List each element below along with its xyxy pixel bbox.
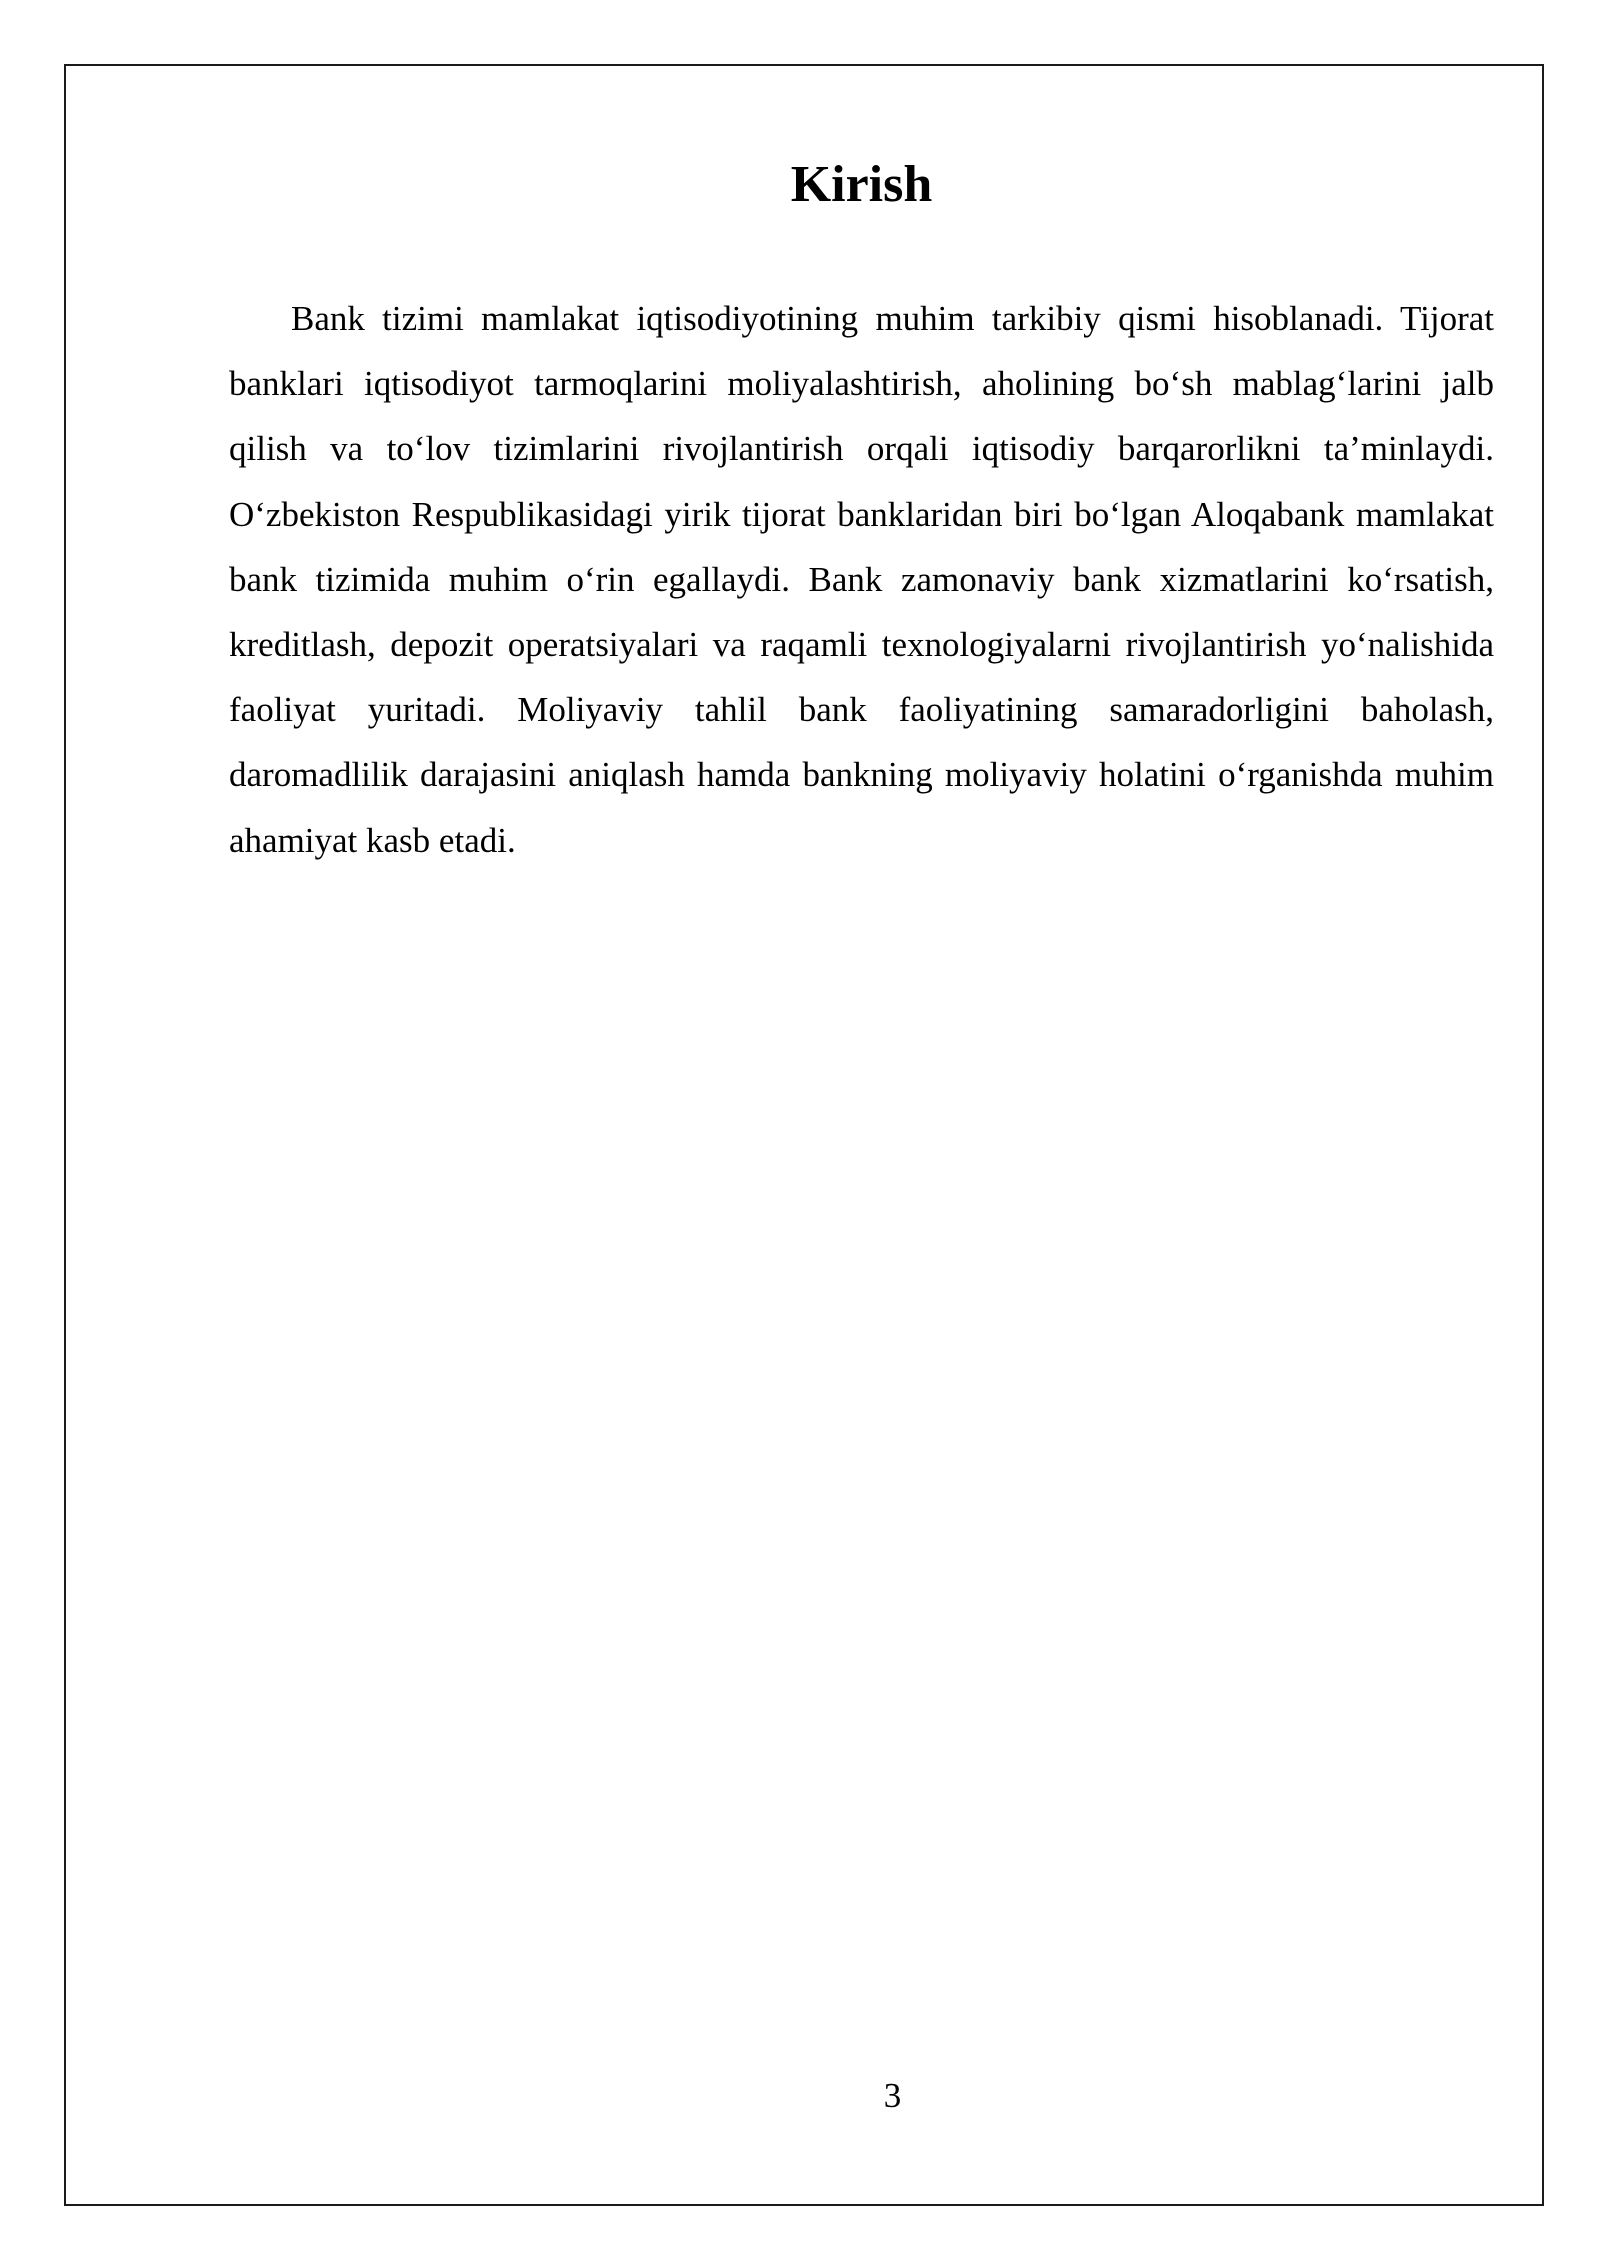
page-title: Kirish [790, 156, 933, 213]
page-number: 3 [883, 2076, 902, 2115]
body-paragraph: Bank tizimi mamlakat iqtisodiyotining muhim tarkibiy qismi hisoblanadi. Tijorat banklari iqtisodiyot tarmoqlarini moliyalashtirish, aholining bo‘sh mablag‘larini jalb qilish va to‘lov tizimlarini rivojlantirish orqali iqtisodiy barqarorlikni ta’minlaydi. O‘zbekiston Respublikasidagi yirik tijorat banklaridan biri bo‘lgan Aloqabank mamlakat bank tizimida muhim o‘rin egallaydi. Bank zamonaviy bank xizmatlarini ko‘rsatish, kreditlash, depozit operatsiyalari va raqamli texnologiyalarni rivojlantirish yo‘nalishida faoliyat yuritadi. Moliyaviy tahlil bank faoliyatining samaradorligini baholash, daromadlilik darajasini aniqlash hamda bankning moliyaviy holatini o‘rganishda muhim ahamiyat kasb etadi. [229, 299, 1494, 860]
